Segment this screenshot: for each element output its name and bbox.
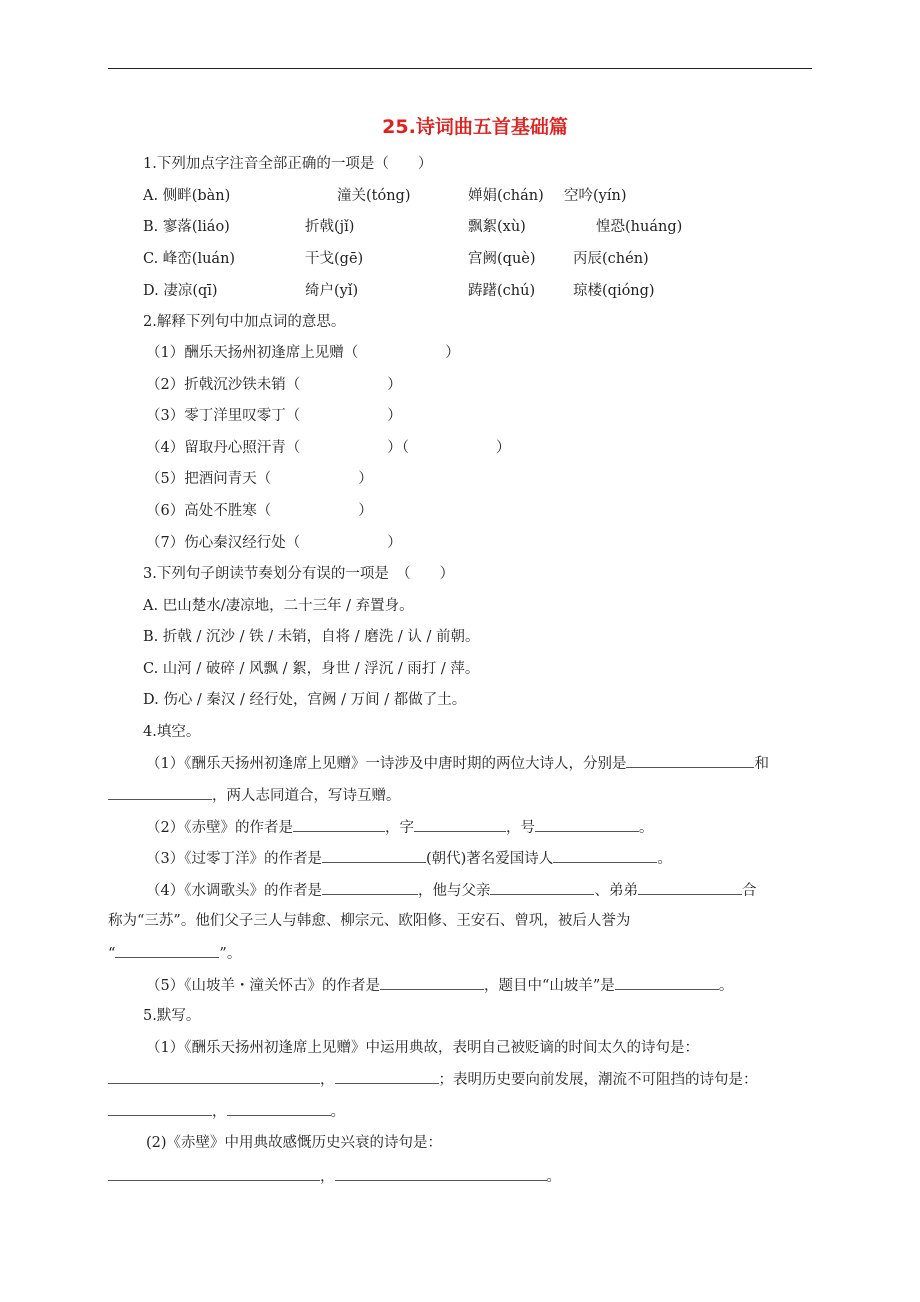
q2-item-5: （5）把酒问青天（ ） <box>146 471 373 487</box>
q4-p4-close-quote: ”。 <box>219 946 242 962</box>
q4-p1-blank-2[interactable] <box>108 785 212 800</box>
q3-option-c: C. 山河 / 破碎 / 风飘 / 絮，身世 / 浮沉 / 雨打 / 萍。 <box>143 661 480 677</box>
q1-d-3: 踌躇(chú) <box>468 283 536 299</box>
q4-p2-blank-2[interactable] <box>414 817 506 832</box>
q5-part-1: （1）《酬乐天扬州初逢席上见赠》中运用典故，表明自己被贬谪的时间太久的诗句是： <box>146 1040 699 1056</box>
q4-part-4-cont2 <box>108 943 241 964</box>
q5-part-2-cont <box>108 1166 561 1187</box>
q2-item-7: （7）伤心秦汉经行处（ ） <box>146 535 402 551</box>
q1-a-1: A. 侧畔(bàn) <box>143 188 231 204</box>
q4-p1-blank-1[interactable] <box>626 753 754 768</box>
q1-c-1: C. 峰峦(luán) <box>143 251 236 267</box>
q4-part-4-cont: 称为“三苏”。他们父子三人与韩愈、柳宗元、欧阳修、王安石、曾巩，被后人誉为 <box>108 913 631 929</box>
q5-part-2: (2)《赤壁》中用典故感慨历史兴衰的诗句是： <box>146 1135 443 1151</box>
q4-p3-blank-1[interactable] <box>322 848 426 863</box>
q4-p4-text: （4）《水调歌头》的作者是 <box>146 883 322 899</box>
q4-part-5 <box>146 975 733 996</box>
q3-option-d: D. 伤心 / 秦汉 / 经行处，宫阙 / 万间 / 都做了土。 <box>143 692 467 708</box>
q2-item-3: （3）零丁洋里叹零丁（ ） <box>146 408 402 424</box>
q3-option-a: A. 巴山楚水/凄凉地，二十三年 / 弃置身。 <box>143 598 414 614</box>
q4-p1-text: （1）《酬乐天扬州初逢席上见赠》一诗涉及中唐时期的两位大诗人，分别是 <box>146 756 627 772</box>
q4-p2-end: 。 <box>638 820 654 836</box>
q1-option-d <box>143 281 823 301</box>
q5-p1-end: 。 <box>330 1104 345 1120</box>
q4-p4-open-quote: “ <box>108 946 116 962</box>
q4-part-1-cont <box>108 785 401 806</box>
q4-p4-blank-1[interactable] <box>322 880 418 895</box>
q1-c-4: 丙辰(chén) <box>573 251 649 267</box>
q4-p2-hao: ，号 <box>505 820 535 836</box>
q2-item-6: （6）高处不胜寒（ ） <box>146 503 373 519</box>
q4-part-1 <box>146 753 769 774</box>
q4-part-4 <box>146 880 756 901</box>
q4-p4-father: ，他与父亲 <box>417 883 491 899</box>
q1-d-4: 琼楼(qióng) <box>573 283 655 299</box>
q4-p1-tail: ，两人志同道合，写诗互赠。 <box>212 788 401 804</box>
header-rule <box>108 68 812 69</box>
q1-option-a <box>143 186 823 206</box>
q4-p4-blank-2[interactable] <box>490 880 594 895</box>
q1-d-2: 绮户(yǐ) <box>305 283 359 299</box>
q4-p2-blank-3[interactable] <box>535 817 639 832</box>
q4-p4-blank-3[interactable] <box>638 880 742 895</box>
q5-part-1-cont2 <box>108 1101 345 1122</box>
q1-a-2: 潼关(tóng) <box>337 188 411 204</box>
q4-p5-end: 。 <box>718 978 734 994</box>
q5-p2-blank-2[interactable] <box>335 1166 547 1181</box>
q4-p5-blank-1[interactable] <box>380 975 484 990</box>
q5-p1-blank-3[interactable] <box>108 1101 212 1116</box>
q2-item-4: （4）留取丹心照汗青（ ）（ ） <box>146 440 511 456</box>
q4-p3-mid: (朝代)著名爱国诗人 <box>425 851 554 867</box>
q5-part-1-cont <box>108 1069 758 1090</box>
q4-p3-end: 。 <box>657 851 672 867</box>
q5-p2-end: 。 <box>546 1169 561 1185</box>
q4-p4-he: 合 <box>741 883 757 899</box>
q4-p1-and: 和 <box>754 756 769 772</box>
q1-stem: 1.下列加点字注音全部正确的一项是（ ） <box>143 156 433 172</box>
q5-p1-comma2: ， <box>212 1104 227 1120</box>
page-title: 25.诗词曲五首基础篇 <box>382 116 568 138</box>
q1-option-c <box>143 249 823 269</box>
q2-stem: 2.解释下列句中加点词的意思。 <box>143 314 346 330</box>
q5-p1-blank-1[interactable] <box>108 1069 320 1084</box>
q1-a-4: 空吟(yín) <box>564 188 627 204</box>
q4-p3-text: （3）《过零丁洋》的作者是 <box>146 851 322 867</box>
q1-b-4: 惶恐(huáng) <box>596 219 683 235</box>
q5-p2-comma: ， <box>320 1169 335 1185</box>
q1-b-2: 折戟(jǐ) <box>305 219 355 235</box>
q5-p1-blank-4[interactable] <box>227 1101 331 1116</box>
q5-p1-mid: ；表明历史要向前发展，潮流不可阻挡的诗句是： <box>438 1072 758 1088</box>
q4-p2-text: （2）《赤壁》的作者是 <box>146 820 293 836</box>
q4-p2-zi: ，字 <box>384 820 414 836</box>
q3-option-b: B. 折戟 / 沉沙 / 铁 / 未销，自将 / 磨洗 / 认 / 前朝。 <box>143 629 480 645</box>
q3-stem: 3.下列句子朗读节奏划分有误的一项是 （ ） <box>143 566 455 582</box>
q4-part-2 <box>146 817 653 838</box>
q5-p1-blank-2[interactable] <box>335 1069 439 1084</box>
q2-item-1: （1）酬乐天扬州初逢席上见赠（ ） <box>146 345 460 361</box>
q2-item-2: （2）折戟沉沙铁未销（ ） <box>146 377 402 393</box>
q4-p3-blank-2[interactable] <box>553 848 657 863</box>
q1-option-b <box>143 217 823 237</box>
q4-p2-blank-1[interactable] <box>293 817 385 832</box>
q4-stem: 4.填空。 <box>143 724 201 740</box>
q1-b-1: B. 寥落(liáo) <box>143 219 230 235</box>
q1-d-1: D. 凄凉(qī) <box>143 283 218 299</box>
q4-p5-text: （5）《山坡羊・潼关怀古》的作者是 <box>146 978 380 994</box>
q4-p5-mid: ，题目中“山坡羊”是 <box>483 978 615 994</box>
q5-stem: 5.默写。 <box>143 1008 201 1024</box>
q1-c-2: 干戈(gē) <box>305 251 364 267</box>
q4-p4-brother: 、弟弟 <box>594 883 638 899</box>
q4-part-3 <box>146 848 672 869</box>
q1-b-3: 飘絮(xù) <box>468 219 526 235</box>
q4-p4-blank-4[interactable] <box>115 943 219 958</box>
q1-a-3: 婵娟(chán) <box>468 188 544 204</box>
q1-c-3: 宫阙(què) <box>468 251 536 267</box>
q4-p5-blank-2[interactable] <box>615 975 719 990</box>
q5-p2-blank-1[interactable] <box>108 1166 320 1181</box>
q5-p1-comma: ， <box>320 1072 335 1088</box>
